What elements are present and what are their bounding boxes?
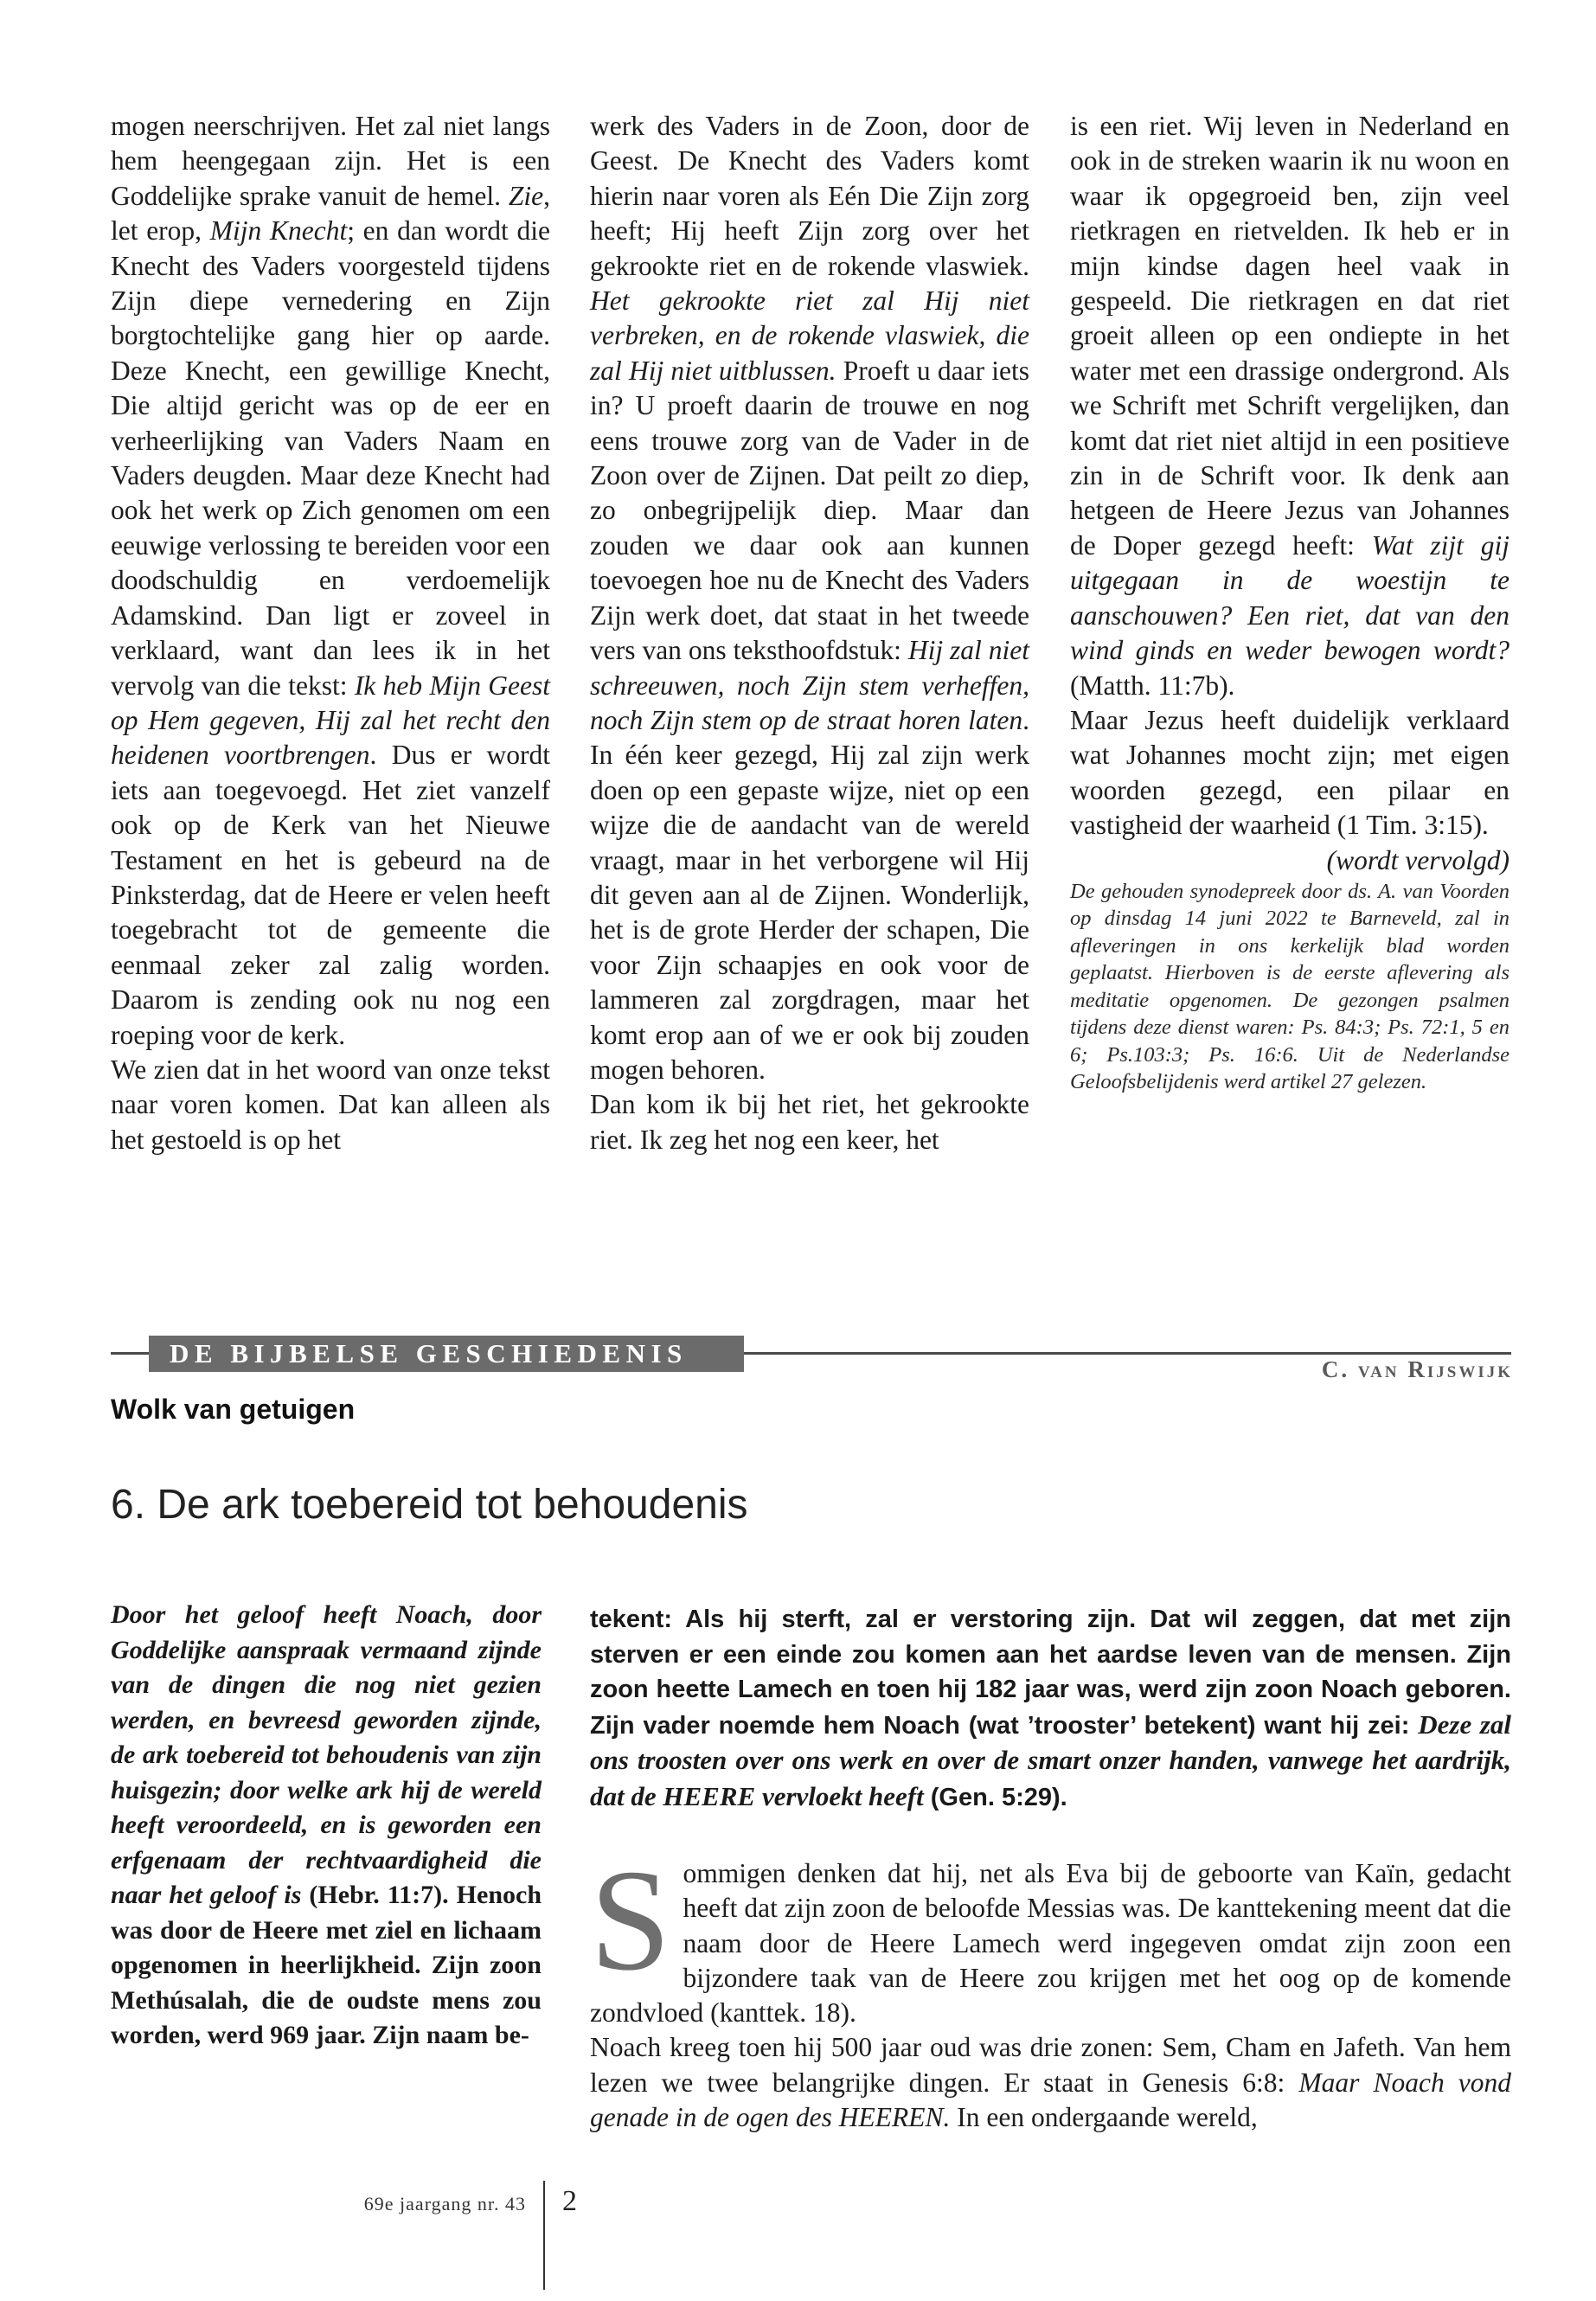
section-header-band: DE BIJBELSE GESCHIEDENIS xyxy=(149,1336,744,1372)
text-run: ; en dan wordt die Knecht des Vaders voorgesteld tijdens Zijn diepe vernedering en Zijn borgtochtelijke gang hier op aarde. Deze Knecht, een gewillige Knecht, Die altijd gericht was op de eer en verheerlijking van Vaders Naam en Vaders deugden. Maar deze Knecht had ook het werk op Zich genomen om een eeuwige verlossing te bereiden voor een doodschuldig en verdoemelijk Adamskind. Dan ligt er zoveel in verklaard, want dan lees ik in het vervolg van die tekst: xyxy=(111,215,550,701)
text-run: mogen neerschrijven. Het zal niet langs hem heengegaan zijn. Het is een Goddelijke sprake vanuit de hemel. xyxy=(111,111,550,211)
text-run: Wat zijt gij uitgegaan in de woestijn te aanschouwen? Een riet, dat van den wind ginds en weder bewogen wordt? xyxy=(1070,529,1509,666)
paragraph xyxy=(590,1840,1511,2030)
text-run: (Gen. 5:29). xyxy=(923,1783,1067,1811)
text-run: werk des Vaders in de Zoon, door de Geest. De Knecht des Vaders komt hierin naar voren als Eén Die Zijn zorg heeft; Hij heeft Zijn zorg over het gekrookte riet en de rokende vlaswiek. xyxy=(590,111,1029,281)
text-run: Maar Jezus heeft duidelijk verklaard wat Johannes mocht zijn; met eigen woorden gezegd, een pilaar en vastigheid der waarheid (1 Tim. 3:15). xyxy=(1070,704,1509,841)
issue-label: 69e jaargang nr. 43 xyxy=(363,2193,526,2214)
series-title: Wolk van getuigen xyxy=(111,1394,356,1425)
text-run: (Matth. 11:7b). xyxy=(1070,670,1235,701)
text-run: Ik heb Mijn Geest op Hem gegeven, Hij zal het recht den heidenen voortbrengen xyxy=(111,670,551,771)
paragraph xyxy=(1070,109,1509,703)
footer-divider xyxy=(543,2181,545,2290)
article-body xyxy=(590,1840,1511,2135)
text-run: Deze zal ons troosten over ons werk en over de smart onzer handen, vanwege het aardrijk, dat de HEERE vervloekt heeft xyxy=(590,1708,1511,1811)
text-run: Proeft u daar iets in? U proeft daarin de trouwe en nog eens trouwe zorg van de Vader in de Zoon over de Zijnen. Dat peilt zo diep, zo onbegrijpelijk diep. Maar dan zouden we daar ook aan kunnen toevoegen hoe nu de Knecht des Vaders Zijn werk doet, dat staat in het tweede vers van ons teksthoofdstuk: xyxy=(590,355,1029,666)
text-run: Noach kreeg toen hij 500 jaar oud was drie zonen: Sem, Cham en Jafeth. Van hem lezen we twee belangrijke dingen. Er staat in Genesis 6:8: xyxy=(590,2032,1511,2098)
text-run: Zie xyxy=(508,180,544,211)
text-run: . Dus er wordt iets aan toegevoegd. Het ziet vanzelf ook op de Kerk van het Nieuwe Testament en het is gebeurd na de Pinksterdag, dat de Heere er velen heeft toegebracht tot de gemeente die eenmaal zeker zal zalig worden. Daarom is zending ook nu nog een roeping voor de kerk. xyxy=(111,740,550,1050)
paragraph xyxy=(590,2030,1511,2135)
text-run: Door het geloof heeft Noach, door Goddelijke aanspraak vermaand zijnde van de dingen die nog niet gezien werden, en bevreesd geworden zijnde, de ark toebereid tot behoudenis van zijn huisgezin; door welke ark hij de wereld heeft veroordeeld, en is geworden een erfgenaam der rechtvaardigheid die naar het geloof is xyxy=(111,1600,542,1909)
page-number: 2 xyxy=(562,2185,577,2217)
text-run: is een riet. Wij leven in Nederland en ook in de streken waarin ik nu woon en waar ik opgegroeid ben, zijn veel rietkragen en rietvelden. Ik heb er in mijn kindse dagen heel vaak in gespeeld. Die rietkragen en dat riet groeit alleen op een ondiepte in het water met een drassige ondergrond. Als we Schrift met Schrift vergelijken, dan komt dat riet niet altijd in een positieve zin in de Schrift voor. Ik denk aan hetgeen de Heere Jezus van Johannes de Doper gezegd heeft: xyxy=(1070,111,1509,561)
drop-cap: S xyxy=(590,1840,671,2001)
text-run: ommigen denken dat hij, net als Eva bij de geboorte van Kaïn, gedacht heeft dat zijn zoon de beloofde Messias was. De kanttekening meent dat die naam door de Heere Lamech werd ingegeven omdat zijn zoon een bijzondere taak van de Heere zou krijgen met het oog op de komende zondvloed (kanttek. 18). xyxy=(590,1858,1511,2029)
paragraph-text xyxy=(590,1840,1511,2029)
text-run: Mijn Knecht xyxy=(209,215,348,247)
text-run: . In één keer gezegd, Hij zal zijn werk doen op een gepaste wijze, niet op een wijze die de aandacht van de wereld vraagt, maar in het verborgene wil Hij dit geven aan al de Zijnen. Wonderlijk, het is de grote Herder der schapen, Die voor Zijn schaapjes en ook voor de lammeren zal zorgdragen, maar het komt erop aan of we er ook bij zouden mogen behoren. xyxy=(590,704,1029,1085)
paragraph xyxy=(1070,703,1509,843)
paragraph xyxy=(111,109,550,1053)
paragraph xyxy=(590,1087,1029,1157)
paragraph xyxy=(590,109,1029,1087)
article-title: 6. De ark toebereid tot behoudenis xyxy=(111,1482,748,1528)
text-run: Maar Noach vond genade in de ogen des HEEREN. xyxy=(590,2067,1511,2133)
column-3 xyxy=(1070,109,1509,1096)
lead-continuation xyxy=(590,1602,1511,1815)
column-1 xyxy=(111,109,550,1157)
text-run: We zien dat in het woord van onze tekst naar voren komen. Dat kan alleen als het gestoeld is op het xyxy=(111,1054,550,1155)
text-run: (Hebr. 11:7). Henoch was door de Heere met ziel en lichaam opgenomen in heerlijkheid. Zijn zoon Methúsalah, die de oudste mens zou worden, werd 969 jaar. Zijn naam be- xyxy=(111,1881,542,2049)
paragraph xyxy=(111,1053,550,1157)
text-run: Hij zal niet schreeuwen, noch Zijn stem verheffen, noch Zijn stem op de straat horen laten xyxy=(590,635,1030,735)
author-name: C. van Rijswijk xyxy=(1321,1356,1513,1382)
text-run: tekent: Als hij sterft, zal er verstoring zijn. Dat wil zeggen, dat met zijn sterven er een einde zou komen aan het aardse leven van de mensen. Zijn zoon heette Lamech en toen hij 182 jaar was, werd zijn zoon Noach geboren. Zijn vader noemde hem Noach (wat ’trooster’ betekent) want hij zei: xyxy=(590,1606,1511,1740)
section-rule-right xyxy=(744,1352,1511,1355)
text-run: In een ondergaande wereld, xyxy=(950,2102,1258,2133)
text-run: Dan kom ik bij het riet, het gekrookte riet. Ik zeg het nog een keer, het xyxy=(590,1089,1029,1155)
sermon-note: De gehouden synodepreek door ds. A. van Voorden op dinsdag 14 juni 2022 te Barneveld, zal in afleveringen in ons kerkelijk blad worden geplaatst. Hierboven is de eerste aflevering als meditatie opgenomen. De gezongen psalmen tijdens deze dienst waren: Ps. 84:3; Ps. 72:1, 5 en 6; Ps.103:3; Ps. 16:6. Uit de Nederlandse Geloofsbelijdenis werd artikel 27 gelezen. xyxy=(1070,879,1509,1094)
column-2 xyxy=(590,109,1029,1157)
to-be-continued: (wordt vervolgd) xyxy=(1326,844,1509,875)
text-run: , let erop, xyxy=(111,180,550,247)
lead-paragraph xyxy=(111,1598,542,2054)
text-run: Het gekrookte riet zal Hij niet verbreken, en de rokende vlaswiek, die zal Hij niet uitblussen. xyxy=(590,285,1029,386)
section-rule-left xyxy=(111,1352,149,1355)
